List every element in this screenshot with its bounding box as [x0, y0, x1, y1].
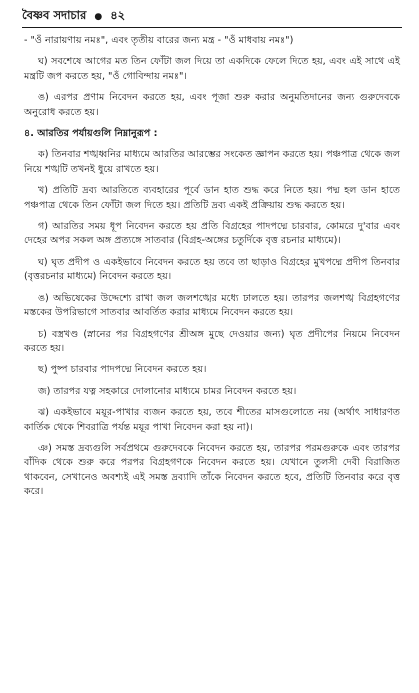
- page-number: ৪২: [110, 8, 126, 22]
- paragraph: ঙ) এরপর প্রণাম নিবেদন করতে হয়, এবং পূজা শুরু করার অনুমতিদানের জন্য গুরুদেবকে অনুরোধ করতে হয়।: [24, 92, 400, 118]
- paragraph: - "ওঁ নারায়ণায় নমঃ", এবং তৃতীয় বারের জন্য মন্ত্র - "ওঁ মাধবায় নমঃ"): [24, 35, 294, 46]
- paragraph: ঘ) সবশেষে আগের মত তিন ফোঁটা জল দিয়ে তা একদিকে ফেলে দিতে হয়, এবং এই সাথে এই মন্ত্রটি জপ করতে হয়, "ওঁ গোবিন্দায় নমঃ"।: [24, 56, 400, 82]
- bullet-separator: ●: [94, 12, 103, 22]
- paragraph: চ) বস্ত্রখণ্ড (স্নানের পর বিগ্রহগণের শ্রীঅঙ্গ মুছে দেওয়ার জন্য) ঘৃত প্রদীপের নিয়মে নিবেদন করতে হয়।: [24, 328, 400, 354]
- paragraph: ঝ) একইভাবে ময়ূর-পাখার ব্যজন করতে হয়, তবে শীতের মাসগুলোতে নয় (অর্থাৎ সাধারণত কার্তিক থেকে শিবরাত্রি পর্যন্ত ময়ূর পাখা নিবেদন করা হয় না)।: [24, 407, 400, 433]
- section-heading: ৪. আরতির পর্যায়গুলি নিম্নানুরূপ :: [24, 128, 158, 140]
- header-rule: [22, 27, 402, 28]
- paragraph: ঙ) অভিষেকের উদ্দেশ্যে রাখা জল জলশঙ্খের মধ্যে ঢালতে হয়। তারপর জলশঙ্খ বিগ্রহগণের মস্তকের উপরিভাগে সাতবার আবর্তিত করার মাধ্যমে নিবেদন করতে হয়।: [24, 292, 400, 319]
- paragraph: খ) প্রতিটি দ্রব্য আরতিতে ব্যবহারের পূর্বে ডান হাত শুদ্ধ করে নিতে হয়। পদ্ম হল ডান হাতে পঞ্চপাত্র থেকে তিন ফোঁটা জল দিতে হয়। প্রতিটি দ্রব্য একই প্রক্রিয়ায় শুদ্ধ করতে হয়।: [24, 185, 400, 211]
- paragraph: ক) তিনবার শঙ্খধ্বনির মাধ্যমে আরতির আরম্ভের সংকেত জ্ঞাপন করতে হয়। পঞ্চপাত্র থেকে জল নিয়ে শঙ্খটি তখনই ধুয়ে রাখতে হয়।: [24, 149, 400, 175]
- paragraph: জ) তারপর যত্ন সহকারে দোলানোর মাধ্যমে চামর নিবেদন করতে হয়।: [38, 385, 297, 397]
- paragraph: ঞ) সমস্ত দ্রব্যগুলি সর্বপ্রথমে গুরুদেবকে নিবেদন করতে হয়, তারপর পরমগুরুকে এবং তারপর বাঁদিক থেকে শুরু করে পরপর বিগ্রহগণকে নিবেদন করতে হয়। যেখানে তুলসী দেবী বিরাজিত থাকবেন, সেখানেও অবশ্যই এই সমস্ত দ্রব্যাদি তাঁকে নিবেদন করতে হবে, প্রতিটি তিনবার করে বৃত্ত করে।: [24, 442, 400, 498]
- book-title: বৈষ্ণব সদাচার: [22, 8, 87, 22]
- paragraph: ঘ) ঘৃত প্রদীপ ও একইভাবে নিবেদন করতে হয় তবে তা ছাড়াও বিগ্রহের মুখপদ্মে প্রদীপ তিনবার (বৃত্তরচনার মাধ্যমে) নিবেদন করতে হয়।: [24, 256, 400, 283]
- body-text: [24, 34, 400, 507]
- running-header: [22, 6, 402, 24]
- paragraph: ছ) পুষ্প চারবার পাদপদ্মে নিবেদন করতে হয়।: [38, 364, 207, 376]
- paragraph: গ) আরতির সময় ধূপ নিবেদন করতে হয় প্রতি বিগ্রহের পাদপদ্মে চারবার, কোমরে দু'বার এবং দেহের অপর সকল অঙ্গ প্রত্যঙ্গে সাতবার (বিগ্রহ-অঙ্গের চতুর্দিকে বৃত্ত রচনার মাধ্যমে)।: [24, 221, 400, 247]
